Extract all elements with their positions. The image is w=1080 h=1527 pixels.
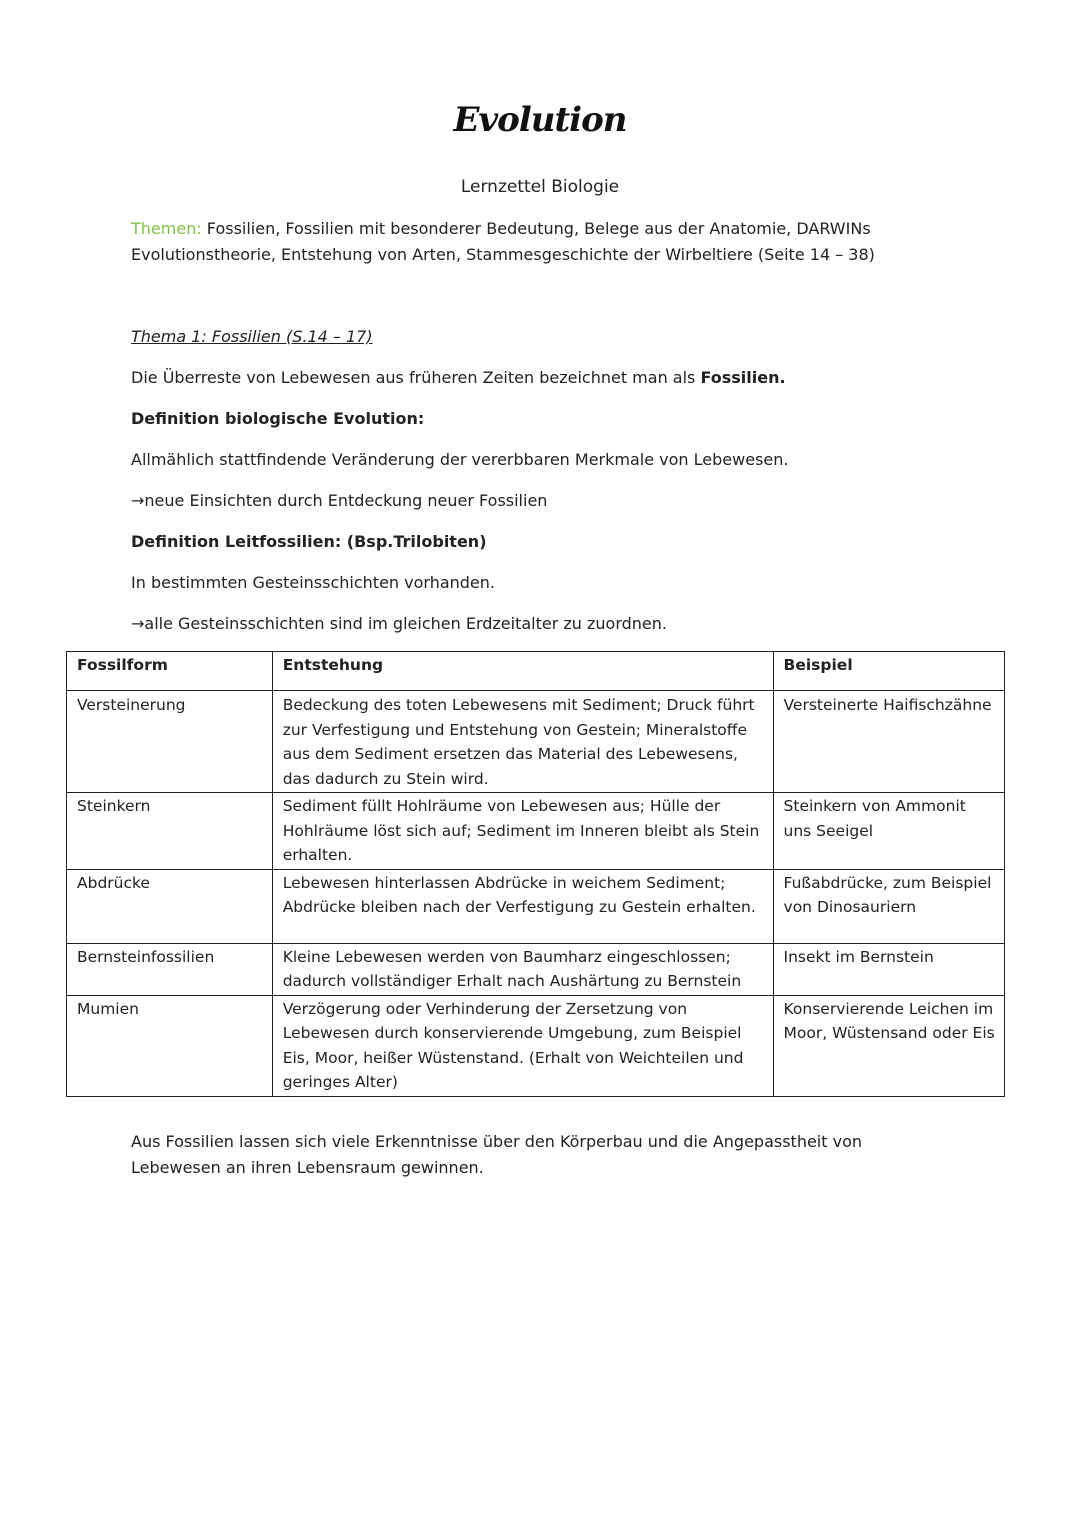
fossil-intro-text: Die Überreste von Lebewesen aus früheren Zeiten bezeichnet man als: [131, 368, 701, 387]
page-title: Evolution: [453, 100, 627, 140]
table-cell-example: Insekt im Bernstein: [773, 943, 1004, 995]
table-header-cell: Beispiel: [773, 652, 1004, 691]
section-heading: Thema 1: Fossilien (S.14 – 17): [131, 327, 373, 346]
table-row: [67, 995, 1005, 1096]
table-cell-origin: Verzögerung oder Verhinderung der Zersetzung von Lebewesen durch konservierende Umgebung, zum Beispiel Eis, Moor, heißer Wüstenstand. (Erhalt von Weichteilen und geringes Alter): [272, 995, 773, 1096]
page-subtitle: Lernzettel Biologie: [460, 177, 620, 197]
table-cell-form: Versteinerung: [67, 691, 273, 793]
definition-evolution-heading: Definition biologische Evolution:: [131, 409, 425, 428]
conclusion-line-2: Lebewesen an ihren Lebensraum gewinnen.: [131, 1158, 484, 1177]
table-cell-form: Bernsteinfossilien: [67, 943, 273, 995]
table-row: [67, 869, 1005, 943]
definition-evolution-text: Allmählich stattfindende Veränderung der vererbbaren Merkmale von Lebewesen.: [131, 450, 789, 469]
table-cell-example: Versteinerte Haifischzähne: [773, 691, 1004, 793]
arrow-note-layers: →alle Gesteinsschichten sind im gleichen Erdzeitalter zu zuordnen.: [131, 614, 667, 633]
topics-label: Themen:: [131, 219, 202, 238]
conclusion-paragraph: [131, 1129, 991, 1181]
table-cell-origin: Bedeckung des toten Lebewesens mit Sediment; Druck führt zur Verfestigung und Entstehung von Gestein; Mineralstoffe aus dem Sediment ersetzen das Material des Lebewesens, das dadurch zu Stein wird.: [272, 691, 773, 793]
table-cell-example: Steinkern von Ammonit uns Seeigel: [773, 793, 1004, 870]
table-row: [67, 943, 1005, 995]
table-header-cell: Fossilform: [67, 652, 273, 691]
table-cell-form: Abdrücke: [67, 869, 273, 943]
table-cell-form: Mumien: [67, 995, 273, 1096]
table-header-cell: Entstehung: [272, 652, 773, 691]
table-row: [67, 691, 1005, 793]
fossil-table: [66, 651, 1005, 1097]
fossil-intro-bold: Fossilien.: [700, 368, 786, 387]
table-cell-origin: Kleine Lebewesen werden von Baumharz eingeschlossen; dadurch vollständiger Erhalt nach Aushärtung zu Bernstein: [272, 943, 773, 995]
table-cell-example: Fußabdrücke, zum Beispiel von Dinosauriern: [773, 869, 1004, 943]
conclusion-line-1: Aus Fossilien lassen sich viele Erkenntnisse über den Körperbau und die Angepasstheit von: [131, 1132, 862, 1151]
table-header-row: [67, 652, 1005, 691]
table-row: [67, 793, 1005, 870]
fossil-intro: [131, 365, 991, 391]
arrow-note-fossils: →neue Einsichten durch Entdeckung neuer Fossilien: [131, 491, 548, 510]
definition-leitfossilien-heading: Definition Leitfossilien: (Bsp.Trilobiten): [131, 532, 487, 551]
topics-line-2: Evolutionstheorie, Entstehung von Arten, Stammesgeschichte der Wirbeltiere (Seite 14 – 38): [131, 245, 875, 264]
table-cell-origin: Sediment füllt Hohlräume von Lebewesen aus; Hülle der Hohlräume löst sich auf; Sediment im Inneren bleibt als Stein erhalten.: [272, 793, 773, 870]
topics-line-1: Fossilien, Fossilien mit besonderer Bedeutung, Belege aus der Anatomie, DARWINs: [201, 219, 871, 238]
table-cell-form: Steinkern: [67, 793, 273, 870]
topics-paragraph: [131, 216, 991, 268]
table-cell-example: Konservierende Leichen im Moor, Wüstensand oder Eis: [773, 995, 1004, 1096]
table-cell-origin: Lebewesen hinterlassen Abdrücke in weichem Sediment; Abdrücke bleiben nach der Verfestigung zu Gestein erhalten.: [272, 869, 773, 943]
definition-leitfossilien-text: In bestimmten Gesteinsschichten vorhanden.: [131, 573, 495, 592]
